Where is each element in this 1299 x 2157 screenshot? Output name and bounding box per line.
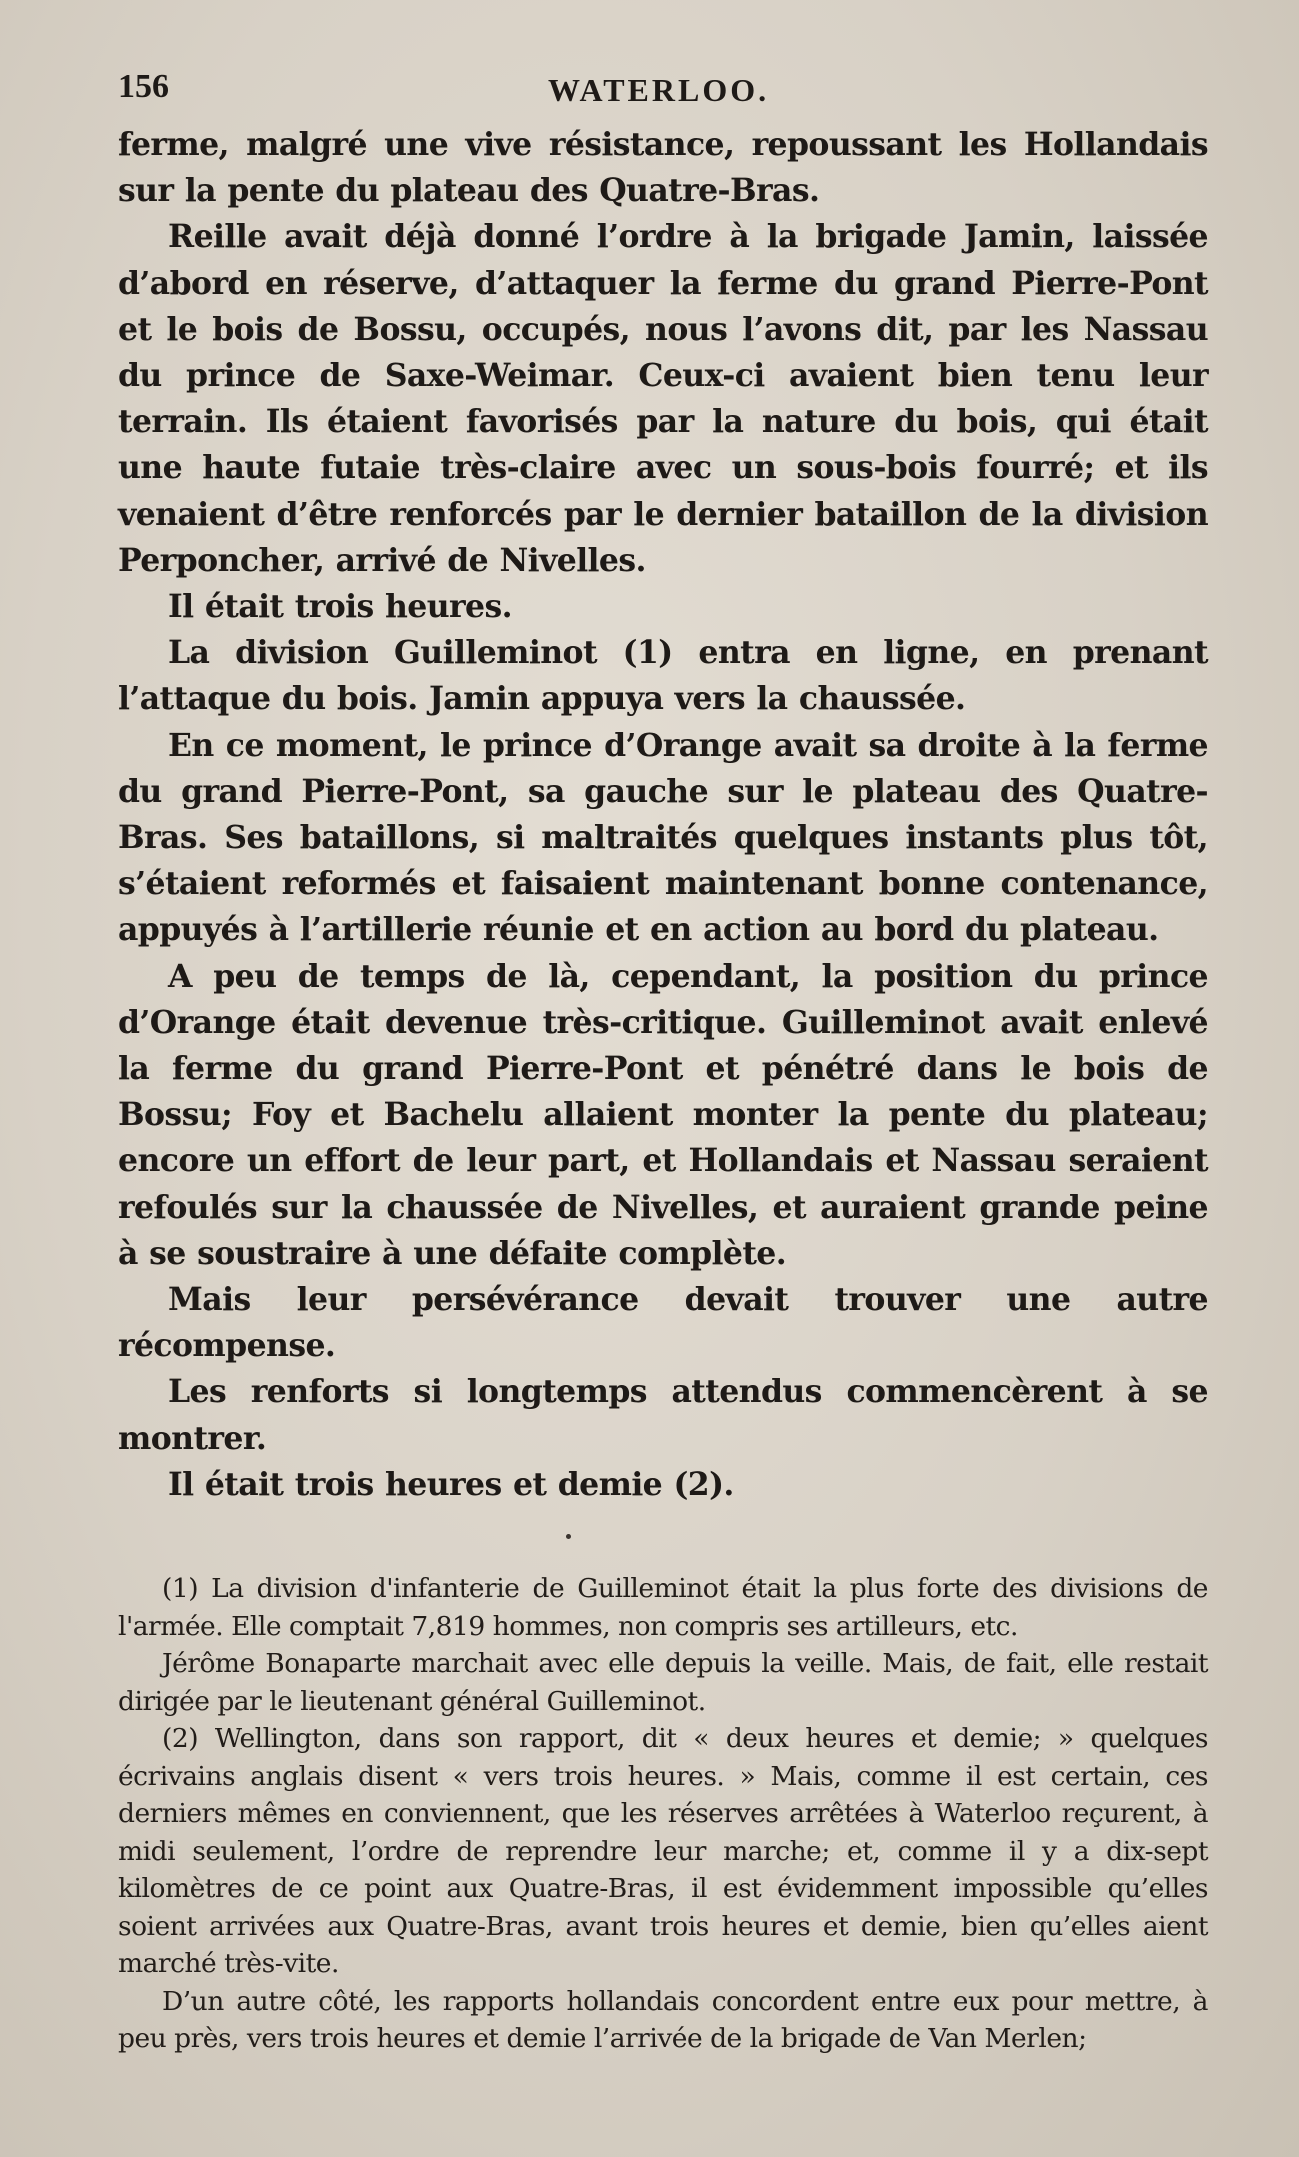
footnote: D’un autre côté, les rapports hollandais concordent entre eux pour mettre, à peu près, vers trois heures et demie l’arrivée de la brigade de Van Merlen; — [118, 1985, 1208, 2055]
footnote: Jérôme Bonaparte marchait avec elle depuis la veille. Mais, de fait, elle restait dirigée par le lieutenant général Guilleminot. — [118, 1648, 1208, 1717]
paragraph: A peu de temps de là, cependant, la position du prince d’Orange était devenue très-critique. Guilleminot avait enlevé la ferme du grand Pierre-Pont et pénétré dans le bois de Bossu; Foy et Bachelu allaient monter la pente du plateau; encore un effort de leur part, et Hollandais et Nassau seraient refoulés sur la chaussée de Nivelles, et auraient grande peine à se soustraire à une défaite complète. — [118, 957, 1208, 1272]
footnote-separator — [118, 1508, 1208, 1570]
paragraph: Reille avait déjà donné l’ordre à la brigade Jamin, laissée d’abord en réserve, d’attaquer la ferme du grand Pierre-Pont et le bois de Bossu, occupés, nous l’avons dit, par les Nassau du prince de Saxe-Weimar. Ceux-ci avaient bien tenu leur terrain. Ils étaient favorisés par la nature du bois, qui était une haute futaie très-claire avec un sous-bois fourré; et ils venaient d’être renforcés par le dernier bataillon de la division Perponcher, arrivé de Nivelles. — [118, 218, 1208, 579]
paragraph: ferme, malgré une vive résistance, repoussant les Hollandais sur la pente du plateau des Quatre-Bras. — [118, 126, 1208, 210]
footnote: (2) Wellington, dans son rapport, dit « deux heures et demie; » quelques écrivains anglais disent « vers trois heures. » Mais, comme il est certain, ces derniers mêmes en conviennent, que les réserves arrêtées à Waterloo reçurent, à midi seulement, l’ordre de reprendre leur marche; et, comme il y a dix-sept kilomètres de ce point aux Quatre-Bras, il est évidemment impossible qu’elles soient arrivées aux Quatre-Bras, avant trois heures et demie, bien qu’elles aient marché très-vite. — [118, 1723, 1208, 1980]
paragraph: La division Guilleminot (1) entra en ligne, en prenant l’attaque du bois. Jamin appuya vers la chaussée. — [118, 634, 1208, 718]
footnotes — [118, 1570, 1208, 2058]
paragraph: Il était trois heures. — [168, 588, 512, 626]
main-text — [118, 122, 1208, 1508]
running-head — [118, 66, 1208, 116]
paragraph: Les renforts si longtemps attendus commencèrent à se montrer. — [118, 1373, 1208, 1457]
page-number: 156 — [118, 68, 169, 105]
footnote: (1) La division d'infanterie de Guilleminot était la plus forte des divisions de l'armée. Elle comptait 7,819 hommes, non compris ses artilleurs, etc. — [118, 1573, 1208, 1642]
paragraph: Il était trois heures et demie (2). — [168, 1465, 734, 1503]
running-title: WATERLOO. — [548, 72, 770, 108]
paragraph: En ce moment, le prince d’Orange avait sa droite à la ferme du grand Pierre-Pont, sa gauche sur le plateau des Quatre-Bras. Ses bataillons, si maltraités quelques instants plus tôt, s’étaient reformés et faisaient maintenant bonne contenance, appuyés à l’artillerie réunie et en action au bord du plateau. — [118, 726, 1208, 949]
paragraph: Mais leur persévérance devait trouver une autre récompense. — [118, 1281, 1208, 1365]
book-page — [118, 66, 1208, 2058]
